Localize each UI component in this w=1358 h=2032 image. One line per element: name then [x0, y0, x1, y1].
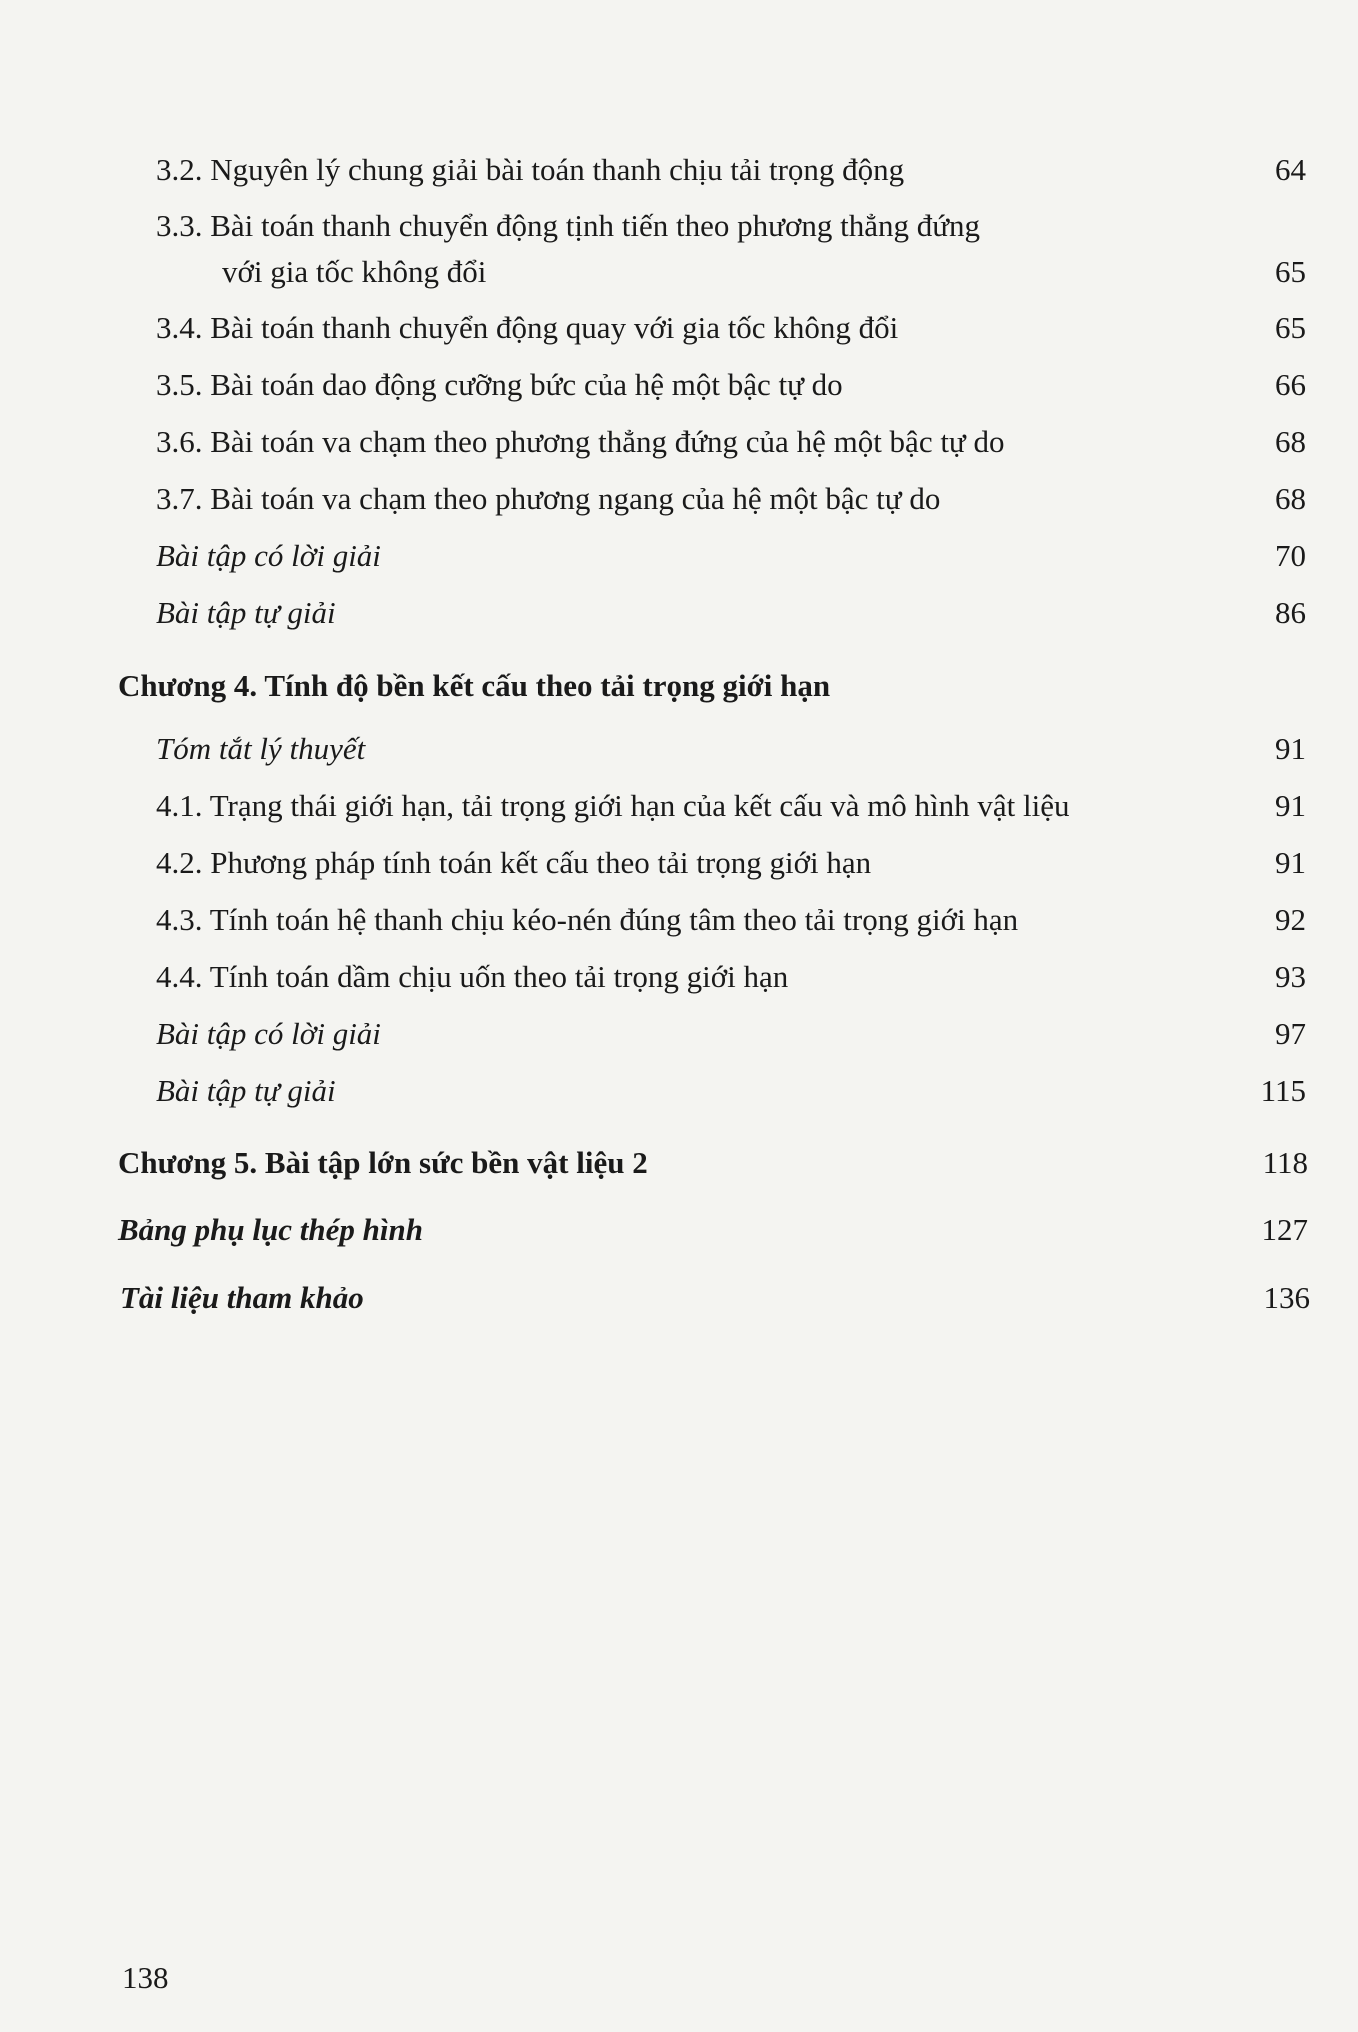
toc-page-number: 97: [1275, 1016, 1306, 1051]
toc-entry-title: 4.3. Tính toán hệ thanh chịu kéo-nén đúng tâm theo tải trọng giới hạn: [156, 902, 1019, 937]
toc-chapter-title: Tài liệu tham khảo: [120, 1280, 364, 1315]
toc-page-number: 91: [1275, 731, 1306, 766]
toc-entry-self-exercises-3: [156, 595, 336, 631]
toc-entry-title: Tóm tắt lý thuyết: [156, 731, 366, 766]
toc-page-number: 118: [1262, 1145, 1308, 1180]
toc-entry-3-6: [156, 424, 1005, 460]
toc-entry-title: Bài tập có lời giải: [156, 1016, 381, 1051]
toc-page-number: 92: [1275, 902, 1306, 937]
toc-entry-title: Bài tập có lời giải: [156, 538, 381, 573]
toc-entry-summary-4: [156, 731, 365, 767]
toc-chapter-title: Bảng phụ lục thép hình: [118, 1212, 423, 1247]
toc-page-number: 70: [1275, 538, 1306, 573]
toc-entry-title: 3.4. Bài toán thanh chuyển động quay với gia tốc không đổi: [156, 310, 899, 345]
toc-entry-4-1: [156, 788, 1070, 824]
toc-page-number: 115: [1260, 1073, 1306, 1108]
toc-page-number: 93: [1275, 959, 1306, 994]
toc-page-number: 68: [1275, 424, 1306, 459]
toc-entry-3-3: [156, 208, 980, 244]
toc-entry-3-5: [156, 367, 843, 403]
toc-entry-3-2: [156, 152, 904, 188]
toc-entry-title: 4.1. Trạng thái giới hạn, tải trọng giới hạn của kết cấu và mô hình vật liệu: [156, 788, 1070, 823]
toc-entry-self-exercises-4: [156, 1073, 336, 1109]
toc-page-number: 91: [1275, 845, 1306, 880]
toc-entry-title: 3.5. Bài toán dao động cưỡng bức của hệ một bậc tự do: [156, 367, 843, 402]
toc-page-number: 86: [1275, 595, 1306, 630]
toc-entry-4-2: [156, 845, 871, 881]
toc-entry-3-7: [156, 481, 940, 517]
toc-entry-title: Bài tập tự giải: [156, 595, 336, 630]
toc-entry-title: Bài tập tự giải: [156, 1073, 336, 1108]
toc-entry-title: 4.2. Phương pháp tính toán kết cấu theo tải trọng giới hạn: [156, 845, 872, 880]
toc-entry-solved-exercises-3: [156, 538, 381, 574]
toc-page-number: 65: [1275, 310, 1306, 345]
toc-entry-title: 3.6. Bài toán va chạm theo phương thẳng đứng của hệ một bậc tự do: [156, 424, 1005, 459]
page-number: 138: [122, 1960, 169, 1995]
toc-entry-title: 3.7. Bài toán va chạm theo phương ngang của hệ một bậc tự do: [156, 481, 941, 516]
toc-appendix: [118, 1212, 423, 1248]
toc-entry-solved-exercises-4: [156, 1016, 381, 1052]
toc-page-number: 91: [1275, 788, 1306, 823]
toc-chapter-4: [118, 668, 830, 704]
toc-entry-title: với gia tốc không đổi: [222, 254, 487, 289]
toc-entry-4-4: [156, 959, 788, 995]
toc-entry-title: 3.3. Bài toán thanh chuyển động tịnh tiến theo phương thẳng đứng: [156, 208, 981, 243]
toc-page-number: 64: [1275, 152, 1306, 187]
toc-page-number: 65: [1275, 254, 1306, 289]
toc-entry-4-3: [156, 902, 1018, 938]
toc-page-number: 68: [1275, 481, 1306, 516]
toc-entry-3-3-cont: [222, 254, 486, 290]
toc-entry-3-4: [156, 310, 898, 346]
toc-page-number: 66: [1275, 367, 1306, 402]
toc-entry-title: 3.2. Nguyên lý chung giải bài toán thanh chịu tải trọng động: [156, 152, 905, 187]
toc-page-number: 136: [1263, 1280, 1310, 1315]
toc-page-number: 127: [1261, 1212, 1308, 1247]
toc-chapter-5: [118, 1145, 648, 1181]
toc-chapter-title: Chương 4. Tính độ bền kết cấu theo tải trọng giới hạn: [118, 668, 831, 703]
toc-entry-title: 4.4. Tính toán dầm chịu uốn theo tải trọng giới hạn: [156, 959, 789, 994]
toc-chapter-title: Chương 5. Bài tập lớn sức bền vật liệu 2: [118, 1145, 648, 1180]
toc-references: [120, 1280, 364, 1316]
